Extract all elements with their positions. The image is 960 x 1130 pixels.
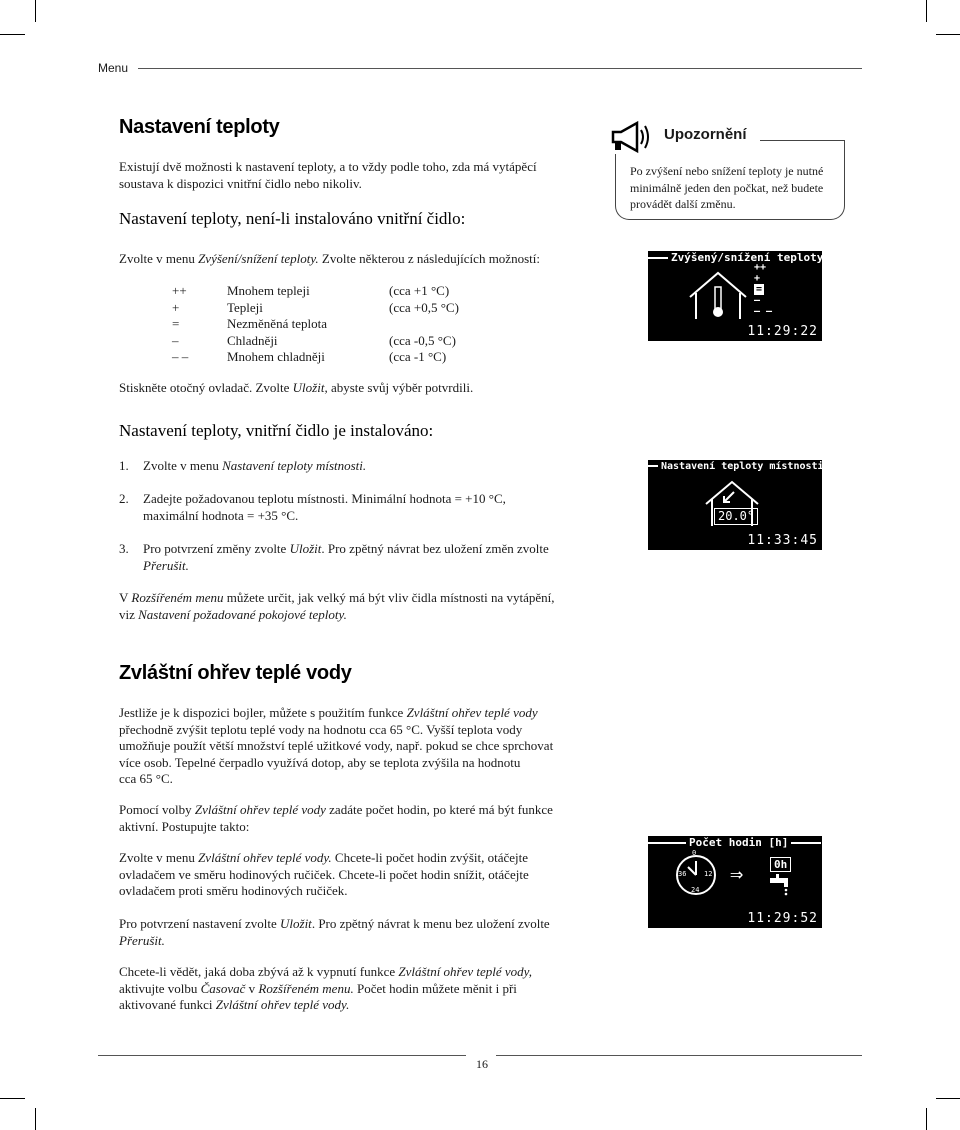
display-clock: 11:29:22 [747, 324, 818, 339]
option-value: (cca +1 °C) [389, 283, 450, 298]
house-thermometer-icon [686, 269, 752, 321]
text-line: Přerušit. [119, 932, 165, 948]
extended-menu-text: V Rozšířeném menu můžete určit, jak velký má být vliv čidla místnosti na vytápění, viz Nastavení požadované pokojové teploty. [119, 590, 555, 622]
text-line: ovladačem ve směru hodinových ručiček. Chcete-li počet hodin snížit, otáčejte [119, 866, 529, 882]
option-label: Mnohem chladněji [227, 349, 325, 364]
option-label: Tepleji [227, 299, 263, 315]
warning-title: Upozornění [660, 126, 751, 143]
display-screen [648, 251, 822, 341]
steps-list [119, 458, 589, 581]
step-item: 2. Zadejte požadovanou teplotu místnosti. Minimální hodnota = +10 °C, maximální hodnota = +35 °C. [119, 491, 506, 523]
intro-text: Existují dvě možnosti k nastavení teploty, a to vždy podle toho, zda má vytápěcí soustava k dispozici vnitřní čidlo nebo nikoliv. [119, 159, 537, 191]
megaphone-icon [607, 120, 655, 154]
text-line: Chcete-li vědět, jaká doba zbývá až k vypnutí funkce Zvláštní ohřev teplé vody, [119, 964, 532, 979]
option-label: Chladněji [227, 332, 278, 348]
implies-arrow-icon: ⇒ [730, 862, 744, 887]
option-value: (cca -1 °C) [389, 349, 447, 364]
paragraph [119, 916, 550, 949]
option-label: Mnohem tepleji [227, 283, 310, 298]
crop-mark [0, 34, 25, 35]
option-row [172, 333, 499, 350]
option-value: (cca -0,5 °C) [389, 332, 456, 348]
section-title: Zvláštní ohřev teplé vody [119, 662, 352, 684]
text-line: aktivujte volbu Časovač v Rozšířeném menu. Počet hodin můžete měnit i při [119, 980, 517, 996]
option-label: Nezměněná teplota [227, 316, 327, 331]
header-label: Menu [98, 61, 129, 75]
dial-label: 12 [704, 870, 713, 878]
option-value: (cca +0,5 °C) [389, 299, 459, 315]
option-sym: + [172, 299, 180, 315]
display-title: Zvýšený/snížení teploty [671, 251, 824, 264]
paragraph [119, 850, 529, 900]
crop-mark [35, 0, 36, 22]
option-item: – [754, 295, 761, 306]
hours-value: 0h [770, 857, 791, 872]
display-screen [648, 836, 822, 928]
option-item: + [754, 273, 761, 284]
header-rule [138, 68, 862, 69]
subsection-title: Nastavení teploty, není-li instalováno vnitřní čidlo: [119, 209, 466, 228]
option-sym: = [172, 316, 180, 331]
dial-label: 0 [692, 849, 697, 857]
text-line: ovladačem proti směru hodinových ručiček. [119, 883, 348, 898]
display-screen [648, 460, 822, 550]
crop-mark [936, 34, 960, 35]
display-clock: 11:33:45 [747, 533, 818, 548]
crop-mark [0, 1098, 25, 1099]
option-item: ++ [754, 262, 767, 273]
crop-mark [936, 1098, 960, 1099]
text-line: umožňuje použít větší množství teplé užitkové vody, např. pokud se chce sprchovat [119, 738, 554, 753]
text-line: přechodně zvýšit teplotu teplé vody na hodnotu cca 65 °C. Vyšší teplota vody [119, 721, 523, 737]
text-line: aktivní. Postupujte takto: [119, 818, 250, 834]
text-line: Zvolte v menu Zvláštní ohřev teplé vody. Chcete-li počet hodin zvýšit, otáčejte [119, 850, 529, 865]
option-row [172, 283, 499, 300]
step-item: 3. Pro potvrzení změny zvolte Uložit. Pro zpětný návrat bez uložení změn zvolte Přerušit. [119, 541, 549, 573]
option-row [172, 316, 499, 333]
sub1-intro: Zvolte v menu Zvýšení/snížení teploty. Zvolte některou z následujících možností: [119, 251, 540, 266]
warning-box-topline [760, 140, 845, 141]
crop-mark [35, 1108, 36, 1130]
text-line: Jestliže je k dispozici bojler, můžete s použitím funkce Zvláštní ohřev teplé vody [119, 705, 538, 720]
option-sym: – – [172, 349, 189, 364]
paragraph [119, 705, 553, 788]
paragraph [119, 964, 532, 1014]
step-item: 1. Zvolte v menu Nastavení teploty místnosti. [119, 458, 367, 473]
section-title: Nastavení teploty [119, 116, 280, 138]
dial-label: 24 [691, 886, 700, 894]
text-line: aktivované funkci Zvláštní ohřev teplé vody. [119, 997, 350, 1012]
option-item: – – [754, 306, 773, 317]
option-item-selected: = [756, 284, 763, 295]
confirm-text: Stiskněte otočný ovladač. Zvolte Uložit, abyste svůj výběr potvrdili. [119, 380, 474, 395]
text-line: Pro potvrzení nastavení zvolte Uložit. Pro zpětný návrat k menu bez uložení zvolte [119, 916, 550, 931]
option-row [172, 300, 499, 317]
footer-rule [98, 1055, 466, 1056]
text-line: Pomocí volby Zvláštní ohřev teplé vody zadáte počet hodin, po které má být funkce [119, 802, 553, 817]
faucet-icon [768, 874, 794, 896]
page-number: 16 [476, 1057, 488, 1071]
text-line: více osob. Tepelné čerpadlo využívá dotop, aby se teplota zvýšila na hodnotu [119, 754, 521, 770]
option-row [172, 349, 499, 366]
option-sym: ++ [172, 283, 187, 298]
subsection-title: Nastavení teploty, vnitřní čidlo je instalováno: [119, 421, 434, 440]
dial-label: 36 [678, 870, 687, 878]
option-sym: – [172, 332, 179, 348]
display-title: Nastavení teploty místnosti [661, 461, 824, 472]
temperature-value: 20.0° [714, 508, 758, 525]
option-value [389, 316, 499, 333]
option-list [754, 262, 772, 317]
display-title: Počet hodin [h] [689, 836, 789, 849]
crop-mark [926, 0, 927, 22]
text-line: cca 65 °C. [119, 771, 173, 786]
warning-text: Po zvýšení nebo snížení teploty je nutné minimálně jeden den počkat, než budete provádět další změnu. [630, 164, 824, 211]
display-clock: 11:29:52 [747, 911, 818, 926]
crop-mark [926, 1108, 927, 1130]
paragraph [119, 802, 553, 835]
options-table [172, 283, 499, 366]
footer-rule [496, 1055, 862, 1056]
